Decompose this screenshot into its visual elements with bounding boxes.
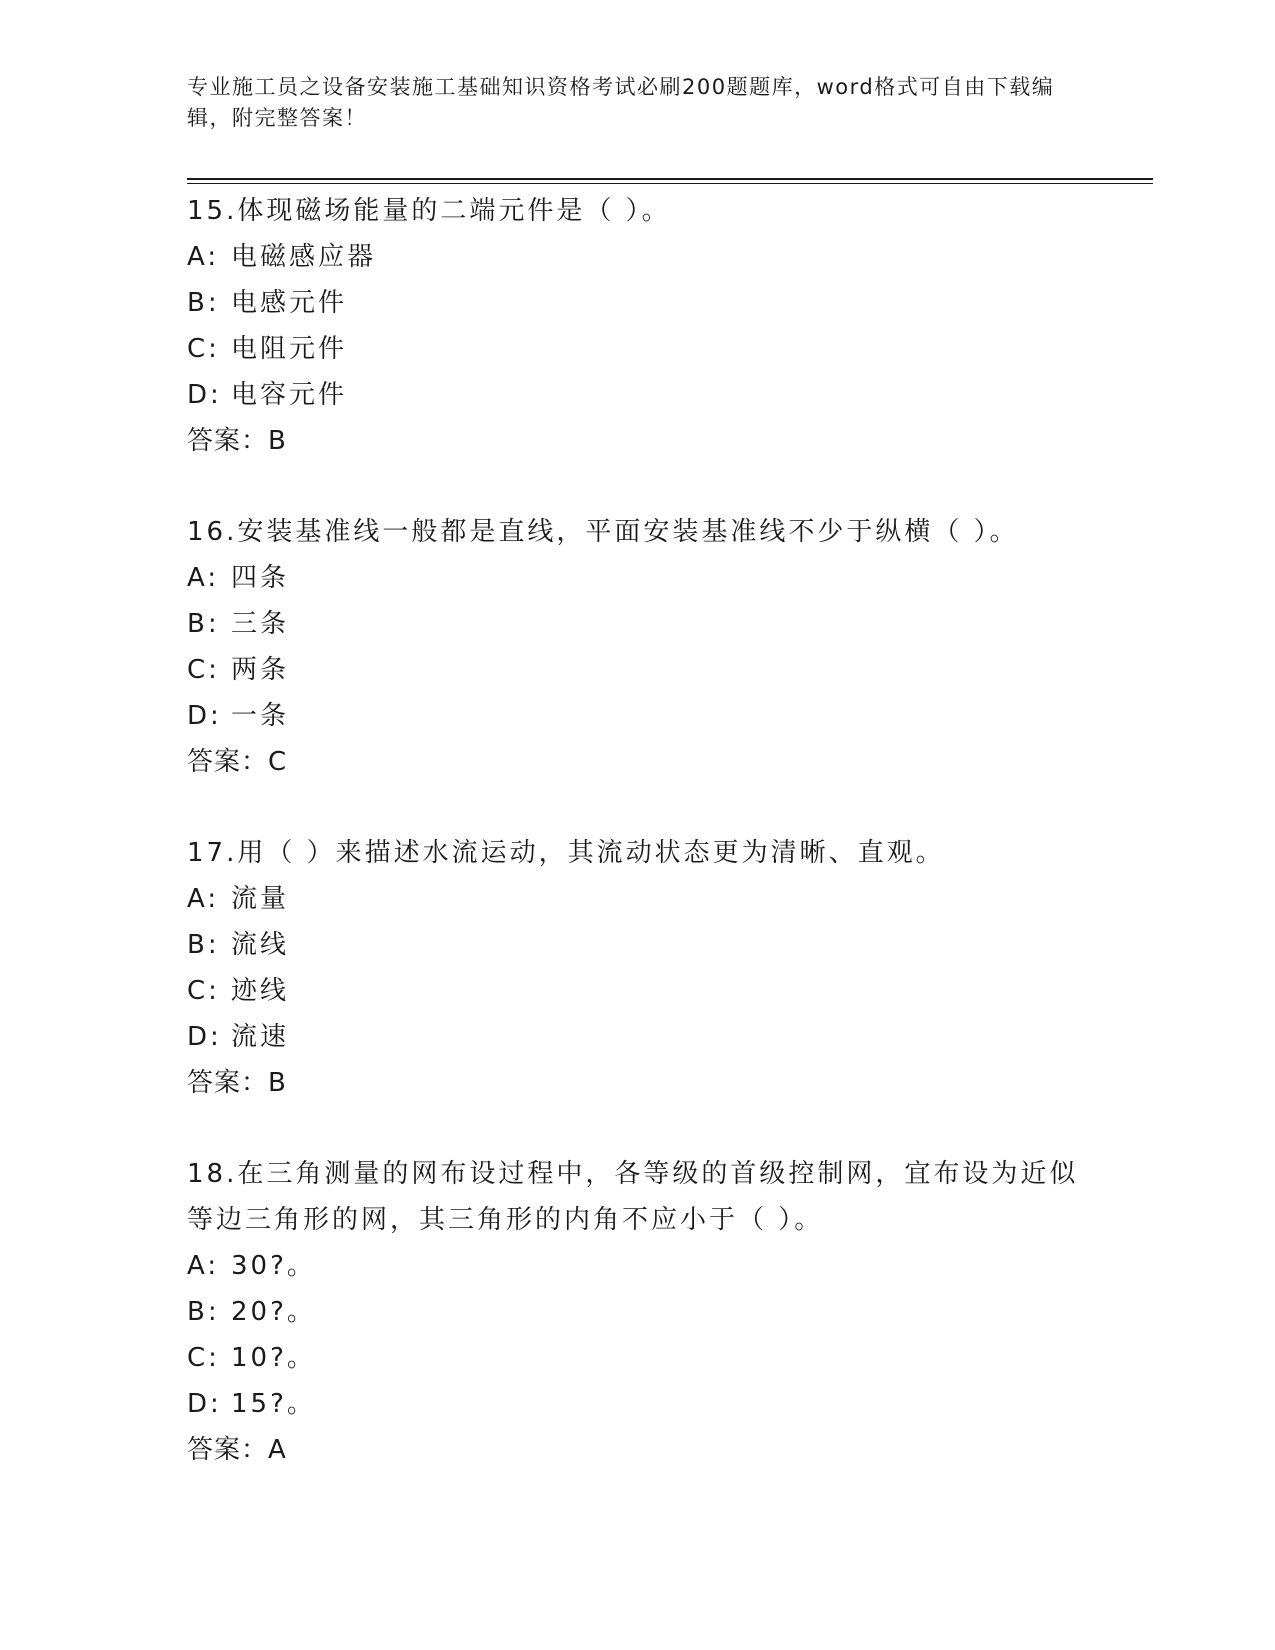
option-b: [187, 280, 1087, 326]
option-key: D:: [187, 1022, 222, 1052]
answer-line: 答案：A: [187, 1435, 287, 1465]
option-key: C:: [187, 1343, 220, 1373]
option-b: [187, 601, 1087, 647]
option-text: 流量: [231, 884, 290, 914]
option-a: [187, 1243, 1087, 1289]
option-a: [187, 555, 1087, 601]
option-key: A:: [187, 1251, 220, 1281]
answer-line: 答案：C: [187, 747, 288, 777]
question-text: [187, 1151, 1087, 1243]
option-text: 两条: [231, 655, 290, 685]
option-text: 电阻元件: [231, 334, 348, 364]
option-key: B:: [187, 609, 220, 639]
question-stem: 在三角测量的网布设过程中，各等级的首级控制网，宜布设为近似等边三角形的网，其三角形的内角不应小于（ ）。: [187, 1159, 1079, 1235]
option-a: [187, 234, 1087, 280]
option-d: [187, 1381, 1087, 1427]
option-key: C:: [187, 976, 220, 1006]
option-text: 电感元件: [231, 288, 348, 318]
option-key: D:: [187, 380, 222, 410]
option-key: C:: [187, 655, 220, 685]
option-d: [187, 1014, 1087, 1060]
option-text: 15?。: [231, 1389, 316, 1419]
question-number: 16.: [187, 517, 238, 547]
option-c: [187, 647, 1087, 693]
option-b: [187, 1289, 1087, 1335]
question-text: [187, 509, 1087, 555]
option-key: B:: [187, 1297, 220, 1327]
question-number: 17.: [187, 838, 238, 868]
question-number: 18.: [187, 1159, 238, 1189]
option-key: A:: [187, 884, 220, 914]
option-text: 三条: [231, 609, 290, 639]
option-text: 10?。: [231, 1343, 316, 1373]
option-text: 流速: [231, 1022, 290, 1052]
question-stem: 体现磁场能量的二端元件是（ ）。: [237, 196, 671, 226]
option-text: 四条: [231, 563, 290, 593]
option-c: [187, 968, 1087, 1014]
option-text: 电容元件: [231, 380, 348, 410]
option-key: B:: [187, 288, 220, 318]
question-15: [187, 188, 1087, 464]
option-text: 30?。: [231, 1251, 316, 1281]
question-text: [187, 188, 1087, 234]
question-number: 15.: [187, 196, 238, 226]
option-d: [187, 693, 1087, 739]
option-key: D:: [187, 701, 222, 731]
header-divider-bottom: [187, 183, 1153, 184]
option-text: 20?。: [231, 1297, 316, 1327]
option-text: 一条: [231, 701, 290, 731]
question-text: [187, 830, 1087, 876]
option-key: A:: [187, 242, 220, 272]
option-b: [187, 922, 1087, 968]
question-stem: 安装基准线一般都是直线，平面安装基准线不少于纵横（ ）。: [237, 517, 1019, 547]
option-key: D:: [187, 1389, 222, 1419]
document-header: 专业施工员之设备安装施工基础知识资格考试必刷200题题库，word格式可自由下载编辑，附完整答案！: [187, 75, 1055, 130]
option-c: [187, 326, 1087, 372]
question-list: [187, 188, 1087, 1518]
option-text: 迹线: [231, 976, 290, 1006]
question-stem: 用（ ）来描述水流运动，其流动状态更为清晰、直观。: [237, 838, 945, 868]
answer-line: 答案：B: [187, 426, 287, 456]
option-d: [187, 372, 1087, 418]
header-divider-top: [187, 178, 1153, 180]
option-c: [187, 1335, 1087, 1381]
option-text: 电磁感应器: [231, 242, 377, 272]
option-a: [187, 876, 1087, 922]
option-key: B:: [187, 930, 220, 960]
question-17: [187, 830, 1087, 1106]
option-text: 流线: [231, 930, 290, 960]
question-18: [187, 1151, 1087, 1473]
option-key: C:: [187, 334, 220, 364]
option-key: A:: [187, 563, 220, 593]
question-16: [187, 509, 1087, 785]
answer-line: 答案：B: [187, 1068, 287, 1098]
